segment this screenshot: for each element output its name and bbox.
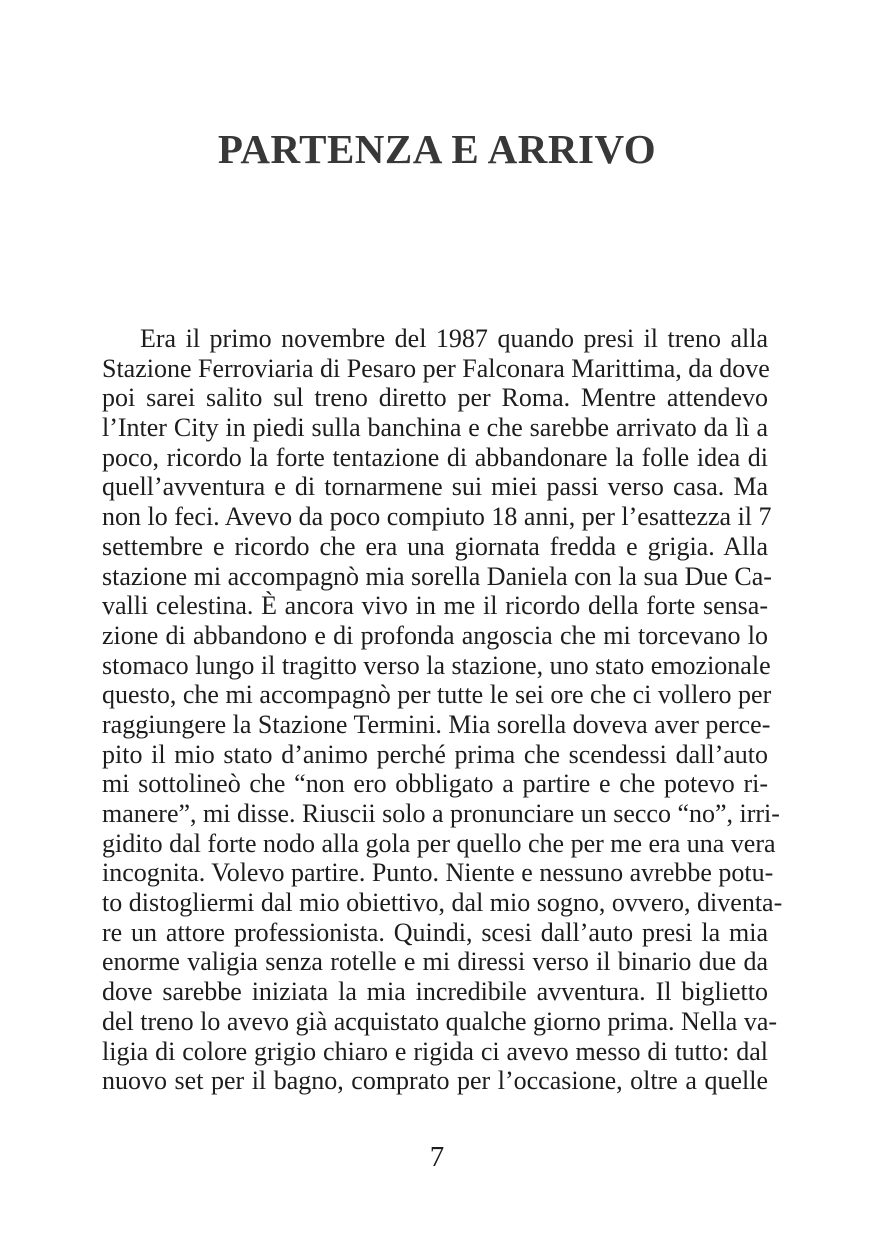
paragraph-line: mi sottolineò che “non ero obbligato a partire e che potevo ri-: [102, 769, 768, 799]
chapter-title: PARTENZA E ARRIVO: [217, 126, 657, 172]
paragraph-line: to distogliermi dal mio obiettivo, dal mio sogno, ovvero, diventa-: [102, 888, 783, 918]
paragraph-line: valli celestina. È ancora vivo in me il ricordo della forte sensa-: [102, 591, 768, 621]
paragraph-line: stomaco lungo il tragitto verso la stazione, uno stato emozionale: [102, 650, 771, 680]
paragraph-line: stazione mi accompagnò mia sorella Daniela con la sua Due Ca-: [102, 561, 772, 591]
paragraph-line: zione di abbandono e di profonda angoscia che mi torcevano lo: [102, 620, 768, 650]
paragraph-line: non lo feci. Avevo da poco compiuto 18 anni, per l’esattezza il 7: [102, 502, 772, 532]
paragraph-line: raggiungere la Stazione Termini. Mia sorella doveva aver perce-: [102, 709, 771, 739]
paragraph-line: poi sarei salito sul treno diretto per Roma. Mentre attendevo: [102, 383, 768, 413]
paragraph-line: manere”, mi disse. Riuscii solo a pronunciare un secco “no”, irri-: [102, 799, 780, 828]
paragraph-line: settembre e ricordo che era una giornata fredda e grigia. Alla: [102, 531, 768, 561]
paragraph-line: pito il mio stato d’animo perché prima che scendessi dall’auto: [102, 739, 768, 769]
paragraph-line: Era il primo novembre del 1987 quando presi il treno alla: [140, 324, 768, 353]
paragraph-line: nuovo set per il bagno, comprato per l’occasione, oltre a quelle: [102, 1066, 768, 1096]
paragraph-line: del treno lo avevo già acquistato qualche giorno prima. Nella va-: [102, 1006, 778, 1036]
paragraph-line: questo, che mi accompagnò per tutte le sei ore che ci vollero per: [102, 680, 772, 710]
paragraph-line: Stazione Ferroviaria di Pesaro per Falconara Marittima, da dove: [102, 353, 770, 383]
paragraph-line: incognita. Volevo partire. Punto. Niente e nessuno avrebbe potu-: [102, 858, 774, 888]
paragraph-line: poco, ricordo la forte tentazione di abbandonare la folle idea di: [102, 442, 768, 472]
paragraph-line: l’Inter City in piedi sulla banchina e che sarebbe arrivato da lì a: [102, 413, 768, 443]
paragraph-line: quell’avventura e di tornarmene sui miei passi verso casa. Ma: [102, 472, 768, 502]
paragraph-line: ligia di colore grigio chiaro e rigida ci avevo messo di tutto: dal: [102, 1036, 768, 1066]
page-number: 7: [429, 1141, 445, 1173]
paragraph: [102, 324, 783, 1096]
paragraph-line: gidito dal forte nodo alla gola per quello che per me era una vera: [102, 828, 776, 858]
paragraph-line: dove sarebbe iniziata la mia incredibile avventura. Il biglietto: [102, 977, 768, 1007]
paragraph-line: enorme valigia senza rotelle e mi diressi verso il binario due da: [102, 947, 768, 977]
paragraph-line: re un attore professionista. Quindi, scesi dall’auto presi la mia: [102, 917, 768, 947]
